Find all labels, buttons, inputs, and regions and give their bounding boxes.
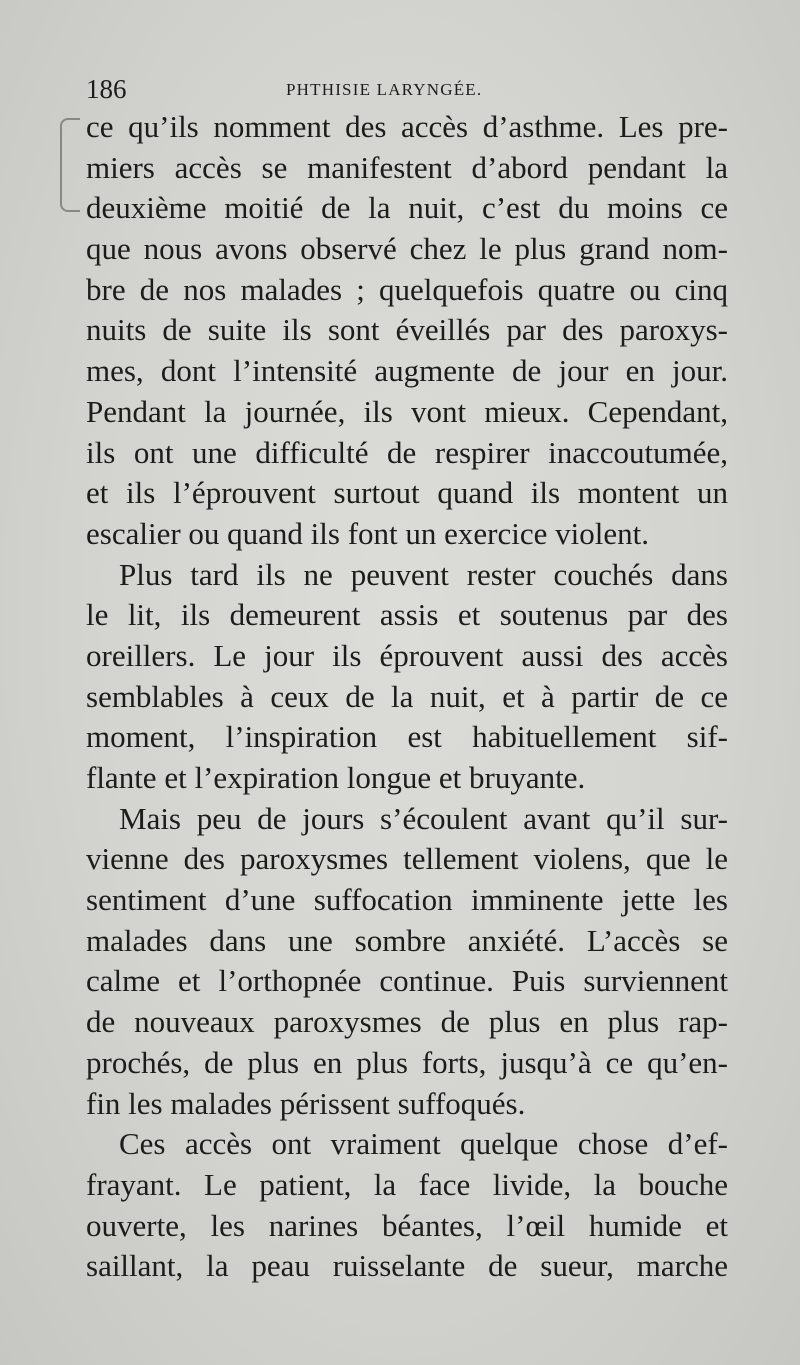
text-line: moment, l’inspiration est habituellement sif- xyxy=(86,719,728,755)
text-line: semblables à ceux de la nuit, et à partir de ce xyxy=(86,678,728,714)
text-line: frayant. Le patient, la face livide, la bouche xyxy=(86,1166,728,1202)
text-line: vienne des paroxysmes tellement violens, que le xyxy=(86,841,728,877)
text-line: Mais peu de jours s’écoulent avant qu’il sur- xyxy=(119,800,728,836)
text-line: bre de nos malades ; quelquefois quatre ou cinq xyxy=(86,271,728,307)
text-line: escalier ou quand ils font un exercice violent. xyxy=(86,515,649,551)
text-line: le lit, ils demeurent assis et soutenus par des xyxy=(86,597,728,633)
text-line: oreillers. Le jour ils éprouvent aussi des accès xyxy=(86,637,728,673)
text-line: de nouveaux paroxysmes de plus en plus rap- xyxy=(86,1004,728,1040)
page-number: 186 xyxy=(86,74,127,104)
text-line: calme et l’orthopnée continue. Puis surviennent xyxy=(86,963,728,999)
margin-bracket-mark xyxy=(60,118,80,212)
text-line: Pendant la journée, ils vont mieux. Cependant, xyxy=(86,393,728,429)
text-line: miers accès se manifestent d’abord pendant la xyxy=(86,149,728,185)
text-line: ouverte, les narines béantes, l’œil humide et xyxy=(86,1207,728,1243)
text-line: mes, dont l’intensité augmente de jour en jour. xyxy=(86,353,728,389)
text-line: deuxième moitié de la nuit, c’est du moins ce xyxy=(86,190,728,226)
text-line: fin les malades périssent suffoqués. xyxy=(86,1085,526,1121)
text-line: flante et l’expiration longue et bruyante. xyxy=(86,760,586,795)
text-line: que nous avons observé chez le plus grand nom- xyxy=(86,231,728,267)
text-line: ils ont une difficulté de respirer inaccoutumée, xyxy=(86,434,728,470)
text-line: prochés, de plus en plus forts, jusqu’à ce qu’en- xyxy=(86,1044,728,1080)
body-text xyxy=(86,107,728,1287)
text-line: Plus tard ils ne peuvent rester couchés dans xyxy=(119,556,728,592)
text-line: malades dans une sombre anxiété. L’accès se xyxy=(86,922,728,958)
page-header xyxy=(86,72,726,106)
text-line: et ils l’éprouvent surtout quand ils montent un xyxy=(86,475,728,511)
text-line: ce qu’ils nomment des accès d’asthme. Les pre- xyxy=(86,109,728,144)
text-line: Ces accès ont vraiment quelque chose d’ef- xyxy=(119,1126,728,1162)
text-line: sentiment d’une suffocation imminente jette les xyxy=(86,882,728,918)
running-title: PHTHISIE LARYNGÉE. xyxy=(286,80,483,99)
text-line: saillant, la peau ruisselante de sueur, marche xyxy=(86,1248,728,1284)
text-line: nuits de suite ils sont éveillés par des paroxys- xyxy=(86,312,728,348)
